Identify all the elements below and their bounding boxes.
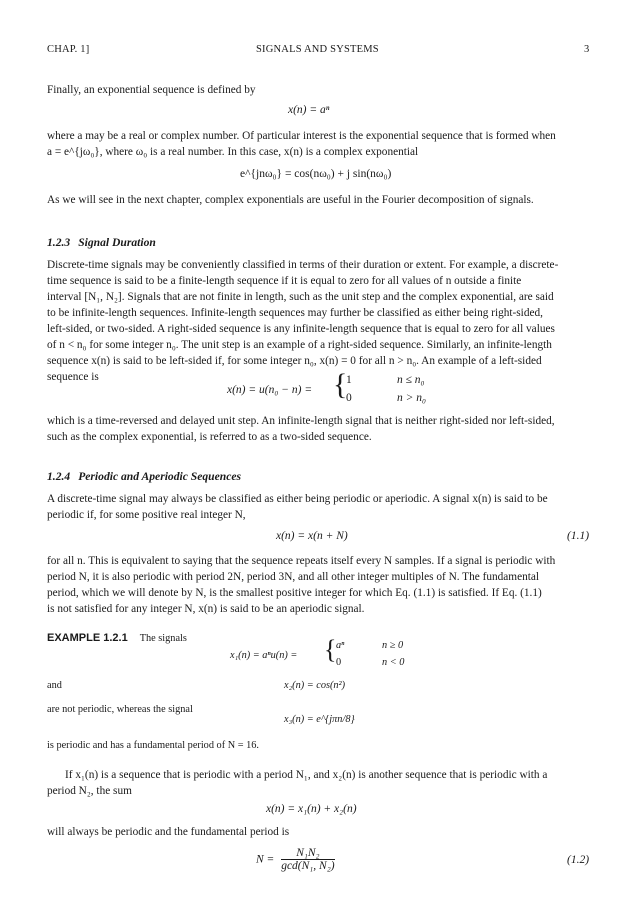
duration-para-line-6: of n < n₀ for some integer n₀. The unit step is an example of a right-sided sequence. Similarly, an infinite-length [47,339,552,351]
equation-fundamental-period [256,847,335,872]
duration-para-line-4: to be infinite-length sequences. Infinite-length sequences may further be classified as either being right-sided, [47,307,543,319]
duration-para2-line-2: such as the complex exponential, is referred to as a two-sided sequence. [47,431,372,443]
example-intro: The signals [139,633,187,644]
fraction [281,847,334,872]
x1-case-1-condition: n ≥ 0 [382,640,404,651]
periodic-para2-line-2: period N, it is also periodic with period 2N, period 3N, and all other integer multiples of N. The fundamental [47,571,540,583]
sum-para-2: will always be periodic and the fundamental period is [47,826,290,838]
page-number: 3 [584,44,590,55]
sum-para-line-2: period N₂, the sum [47,785,132,797]
equation-x3: x₃(n) = e^{jπn/8} [284,714,355,725]
example-and: and [47,680,62,691]
intro-para-line-2: a = e^{jω₀}, where ω₀ is a real number. In this case, x(n) is a complex exponential [47,146,419,158]
intro-line: Finally, an exponential sequence is defined by [47,84,256,96]
section-number: 1.2.4 [47,470,71,483]
section-heading-1-2-3 [47,236,156,249]
chapter-label: CHAP. 1] [47,44,90,55]
case-1-value: 1 [346,374,352,386]
fraction-denominator: gcd(N₁, N₂) [281,860,335,872]
duration-para-line-3: interval [N₁, N₂]. Signals that are not finite in length, such as the unit step and the complex exponential, are said [47,291,554,303]
x1-case-2-value: 0 [336,657,342,668]
case-2-condition: n > n₀ [397,392,427,404]
equation-x2: x₂(n) = cos(n²) [284,680,346,691]
case-1-condition: n ≤ n₀ [397,374,425,386]
equation-number-1-2: (1.2) [567,854,590,866]
section-heading-1-2-4 [47,470,241,483]
section-title: Signal Duration [78,236,156,249]
equation-number-1-1: (1.1) [567,530,590,542]
equation-left-sided: x(n) = u(n₀ − n) = [227,384,313,396]
fraction-numerator: N₁N₂ [296,847,320,859]
intro-para-line-1: where a may be a real or complex number. Of particular interest is the exponential sequence that is formed when [47,130,556,142]
case-2-value: 0 [346,392,352,404]
equation-exponential: x(n) = aⁿ [288,104,330,116]
example-header [47,628,187,646]
periodic-para-line-2: periodic if, for some positive real integer N, [47,509,246,521]
equation-N-lhs: N = [256,853,275,866]
equation-periodic: x(n) = x(n + N) [276,530,348,542]
periodic-para2-line-4: is not satisfied for any integer N, x(n) is said to be an aperiodic signal. [47,603,365,615]
cases-brace: { [333,368,348,401]
x1-cases-brace: { [324,635,337,664]
duration-para2-line-1: which is a time-reversed and delayed unit step. An infinite-length signal that is neither right-sided nor left-sided, [47,415,555,427]
x1-case-1-value: aⁿ [336,640,345,651]
duration-para-line-7: sequence x(n) is said to be left-sided if, for some integer n₀, x(n) = 0 for all n > n₀. An example of a left-sided [47,355,542,367]
example-label: EXAMPLE 1.2.1 [47,632,128,644]
duration-para-line-5: left-sided, or two-sided. A right-sided sequence is any infinite-length sequence that is equal to zero for all values [47,323,555,335]
duration-para-line-8: sequence is [47,371,99,383]
duration-para-line-2: time sequence is said to be a finite-length sequence if it is equal to zero for all values of n outside a finite [47,275,522,287]
example-not-periodic: are not periodic, whereas the signal [47,704,193,715]
periodic-para-line-1: A discrete-time signal may always be classified as either being periodic or aperiodic. A signal x(n) is said to be [47,493,548,505]
section-number: 1.2.3 [47,236,71,249]
x1-case-2-condition: n < 0 [382,657,405,668]
duration-para-line-1: Discrete-time signals may be conveniently classified in terms of their duration or extent. For example, a discrete- [47,259,559,271]
running-title: SIGNALS AND SYSTEMS [256,44,379,55]
section-title: Periodic and Aperiodic Sequences [78,470,242,483]
equation-x1: x₁(n) = aⁿu(n) = [230,650,298,661]
example-conclusion: is periodic and has a fundamental period of N = 16. [47,740,259,751]
sum-para-line-1: If x₁(n) is a sequence that is periodic with a period N₁, and x₂(n) is another sequence that is periodic with a [65,769,548,781]
equation-sum: x(n) = x₁(n) + x₂(n) [266,803,357,815]
periodic-para2-line-3: period, which we will denote by N, is the smallest positive integer for which Eq. (1.1) is satisfied. If Eq. (1.1) [47,587,542,599]
equation-complex-exponential: e^{jnω₀} = cos(nω₀) + j sin(nω₀) [240,168,392,180]
intro-closing: As we will see in the next chapter, complex exponentials are useful in the Fourier decomposition of signals. [47,194,534,206]
periodic-para2-line-1: for all n. This is equivalent to saying that the sequence repeats itself every N samples. If a signal is periodic with [47,555,556,567]
